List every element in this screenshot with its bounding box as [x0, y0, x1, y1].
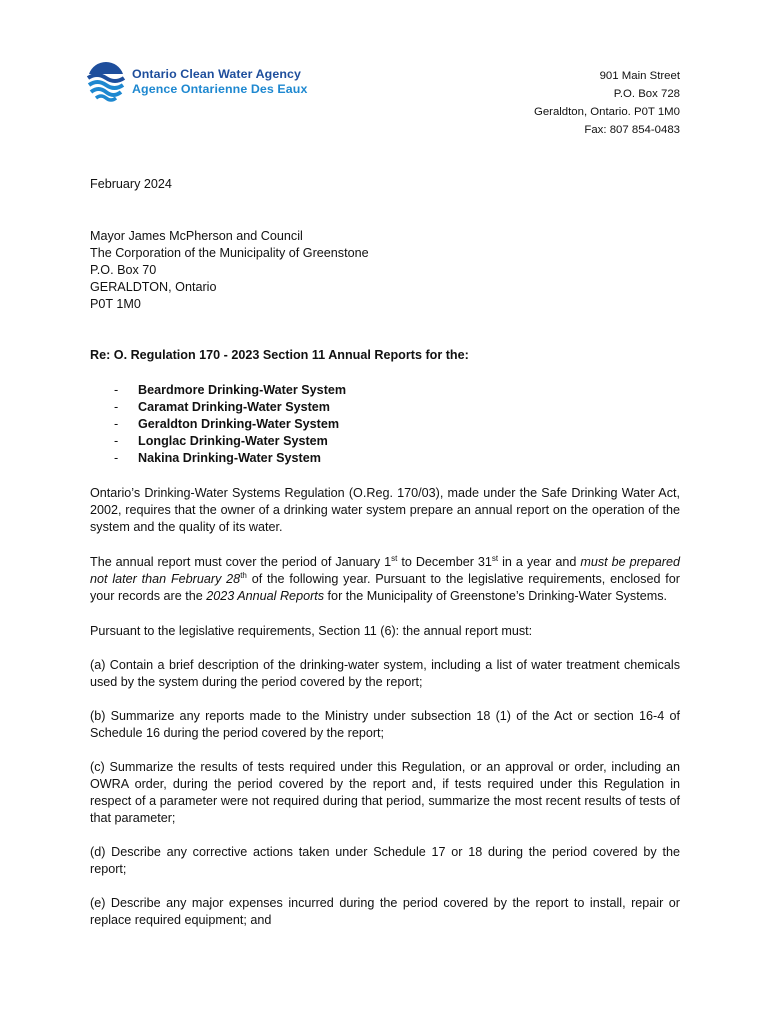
requirement-item: (a) Contain a brief description of the drinking-water system, including a list of water treatment chemicals used by the system during the period covered by the report; — [90, 658, 680, 689]
system-name: Longlac Drinking-Water System — [138, 434, 328, 448]
intro-paragraph: Ontario’s Drinking-Water Systems Regulation (O.Reg. 170/03), made under the Safe Drinking Water Act, 2002, requires that the owner of a drinking water system prepare an annual report on the operation of the system and the quality of its water. — [90, 486, 680, 534]
list-item: - Geraldton Drinking-Water System — [114, 417, 340, 431]
report-period-paragraph: The annual report must cover the period of January 1st to December 31st in a year and must be prepared not later than February 28th of the following year. Pursuant to the legislative requirements, enclosed for your records are the 2023 Annual Reports for the Municipality of Greenstone’s Drinking-Water Systems. — [90, 553, 681, 603]
sender-address — [534, 67, 680, 139]
list-item: - Nakina Drinking-Water System — [114, 451, 321, 465]
letter-date: February 2024 — [90, 177, 172, 191]
logo-name-en: Ontario Clean Water Agency — [132, 67, 301, 81]
system-name: Beardmore Drinking-Water System — [138, 383, 347, 397]
address-line: Geraldton, Ontario. P0T 1M0 — [533, 106, 680, 118]
requirements-intro: Pursuant to the legislative requirements, Section 11 (6): the annual report must: — [90, 624, 533, 638]
recipient-line: The Corporation of the Municipality of Greenstone — [90, 246, 369, 260]
address-line: P.O. Box 728 — [613, 88, 680, 100]
list-item: - Longlac Drinking-Water System — [114, 434, 328, 448]
recipient-line: Mayor James McPherson and Council — [90, 229, 303, 243]
system-name: Nakina Drinking-Water System — [138, 451, 321, 465]
recipient-line: P.O. Box 70 — [90, 263, 157, 277]
system-name: Caramat Drinking-Water System — [138, 400, 330, 414]
letter-body — [90, 176, 680, 929]
requirement-item: (e) Describe any major expenses incurred during the period covered by the report to install, repair or replace required equipment; and — [90, 896, 680, 927]
systems-list — [90, 382, 680, 467]
ocwa-logo — [86, 60, 307, 102]
list-item: - Beardmore Drinking-Water System — [114, 383, 347, 397]
list-item: - Caramat Drinking-Water System — [114, 400, 330, 414]
requirement-item: (b) Summarize any reports made to the Ministry under subsection 18 (1) of the Act or section 16-4 of Schedule 16 during the period covered by the report; — [90, 709, 680, 740]
requirement-item: (d) Describe any corrective actions taken under Schedule 17 or 18 during the period covered by the report; — [90, 845, 680, 876]
requirement-item: (c) Summarize the results of tests required under this Regulation, or an approval or order, including an OWRA order, during the period covered by the report and, if tests required under this Regulation in respect of a parameter were not required during that period, summarize the most recent results of tests of that parameter; — [90, 760, 680, 825]
recipient-line: GERALDTON, Ontario — [90, 280, 217, 294]
recipient-block — [90, 228, 680, 313]
recipient-line: P0T 1M0 — [90, 297, 141, 311]
system-name: Geraldton Drinking-Water System — [138, 417, 340, 431]
address-line: 901 Main Street — [599, 70, 680, 82]
water-wave-icon — [86, 60, 126, 102]
subject-line: Re: O. Regulation 170 - 2023 Section 11 Annual Reports for the: — [90, 348, 469, 362]
address-line: Fax: 807 854-0483 — [584, 124, 680, 136]
logo-name-fr: Agence Ontarienne Des Eaux — [132, 82, 308, 96]
